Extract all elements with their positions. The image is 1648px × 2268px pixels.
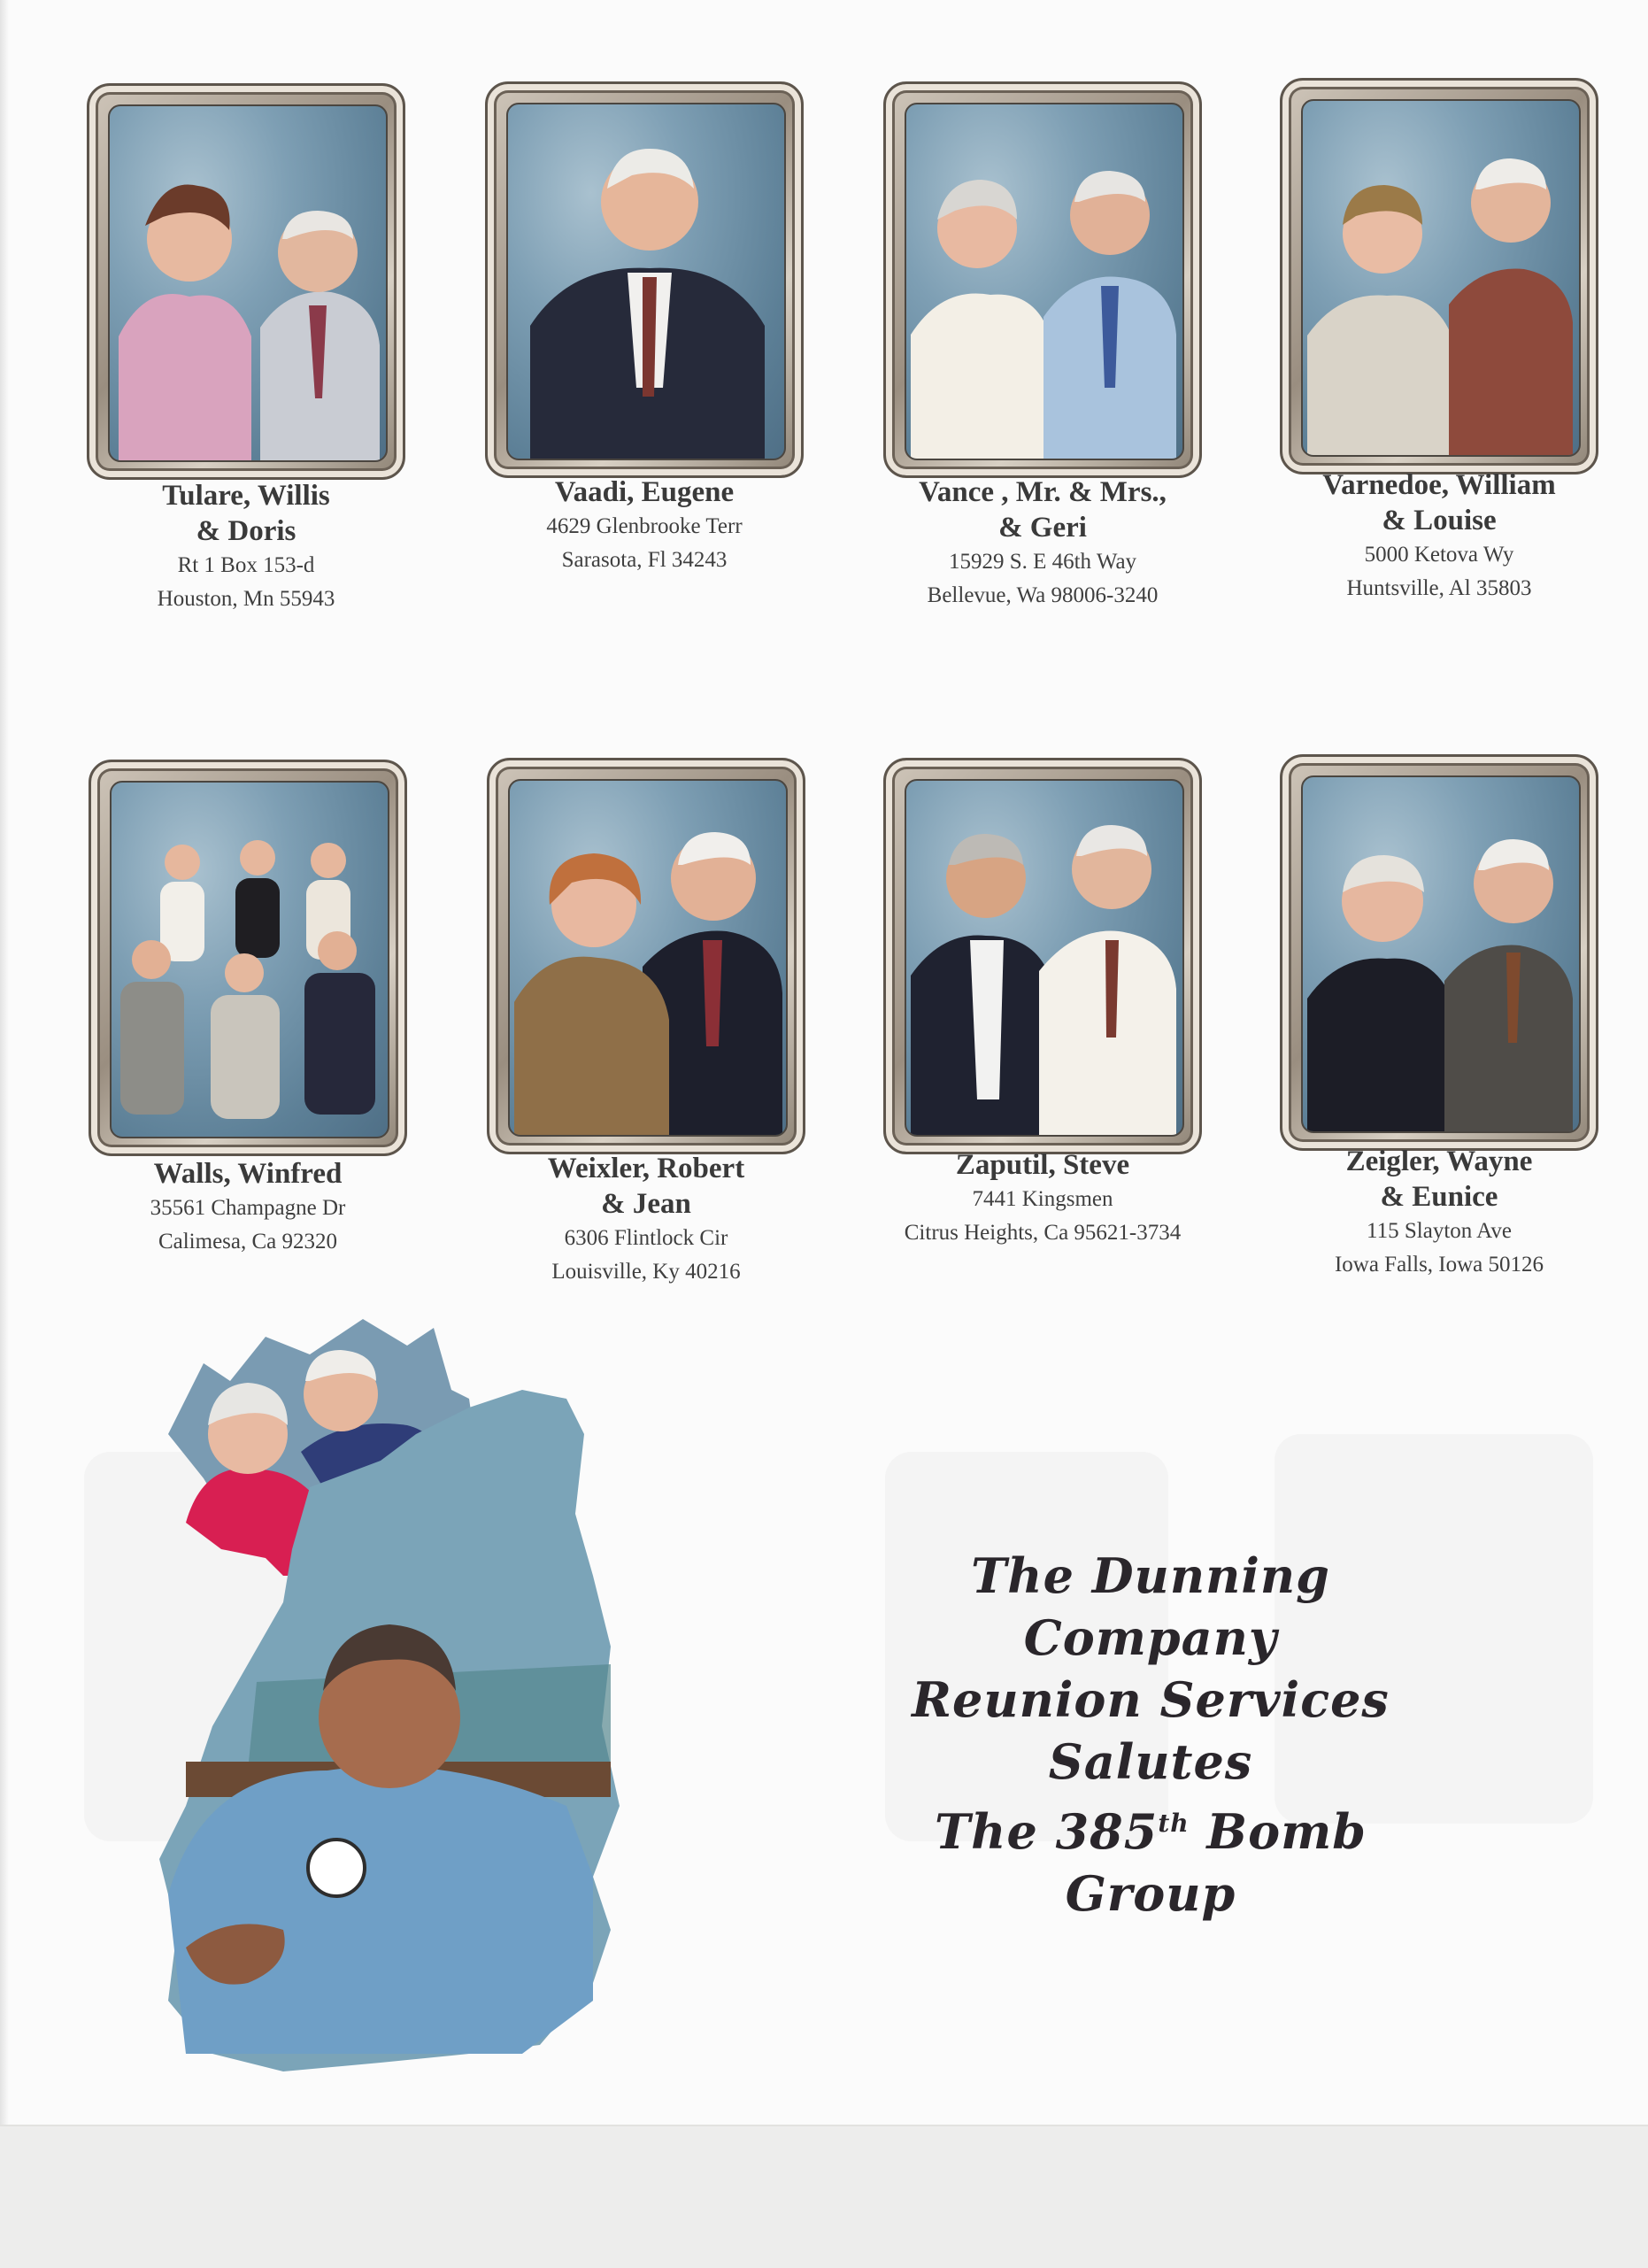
member-address: 15929 S. E 46th Way Bellevue, Wa 98006-3240 xyxy=(927,550,1159,607)
photo-collage xyxy=(150,1310,735,2071)
salute-line: The Dunning Company xyxy=(971,1547,1330,1666)
member-name: Walls, Winfred xyxy=(153,1158,343,1190)
scan-shadow xyxy=(0,0,9,2125)
member-photo xyxy=(1301,775,1581,1133)
member-photo xyxy=(108,104,388,462)
member-name: Zeigler, Wayne & Eunice xyxy=(1345,1146,1533,1213)
salute-line: Salutes xyxy=(1048,1733,1253,1790)
member-name: Vance , Mr. & Mrs., & Geri xyxy=(919,476,1167,544)
member-photo xyxy=(1301,99,1581,457)
member-photo xyxy=(905,103,1184,460)
member-name: Varnedoe, William & Louise xyxy=(1322,469,1556,536)
member-address: 7441 Kingsmen Citrus Heights, Ca 95621-3734 xyxy=(904,1187,1182,1245)
member-photo xyxy=(110,781,389,1138)
member-address: 115 Slayton Ave Iowa Falls, Iowa 50126 xyxy=(1334,1219,1544,1277)
member-photo xyxy=(508,779,788,1137)
member-name: Vaadi, Eugene xyxy=(554,476,735,508)
member-address: 5000 Ketova Wy Huntsville, Al 35803 xyxy=(1346,543,1532,600)
member-address: 4629 Glenbrooke Terr Sarasota, Fl 34243 xyxy=(546,514,743,572)
member-photo xyxy=(905,779,1184,1137)
member-photo xyxy=(506,103,786,460)
member-name: Tulare, Willis & Doris xyxy=(162,480,330,547)
scan-bottom-margin xyxy=(0,2125,1648,2268)
member-name: Zaputil, Steve xyxy=(955,1149,1130,1181)
member-address: Rt 1 Box 153-d Houston, Mn 55943 xyxy=(157,553,335,611)
salute-message xyxy=(850,1545,1452,1925)
salute-line: Reunion Services xyxy=(912,1671,1390,1728)
member-name: Weixler, Robert & Jean xyxy=(547,1153,745,1220)
member-address: 35561 Champagne Dr Calimesa, Ca 92320 xyxy=(150,1196,346,1254)
member-address: 6306 Flintlock Cir Louisville, Ky 40216 xyxy=(551,1226,741,1284)
salute-line: The 385th Bomb Group xyxy=(935,1803,1367,1922)
